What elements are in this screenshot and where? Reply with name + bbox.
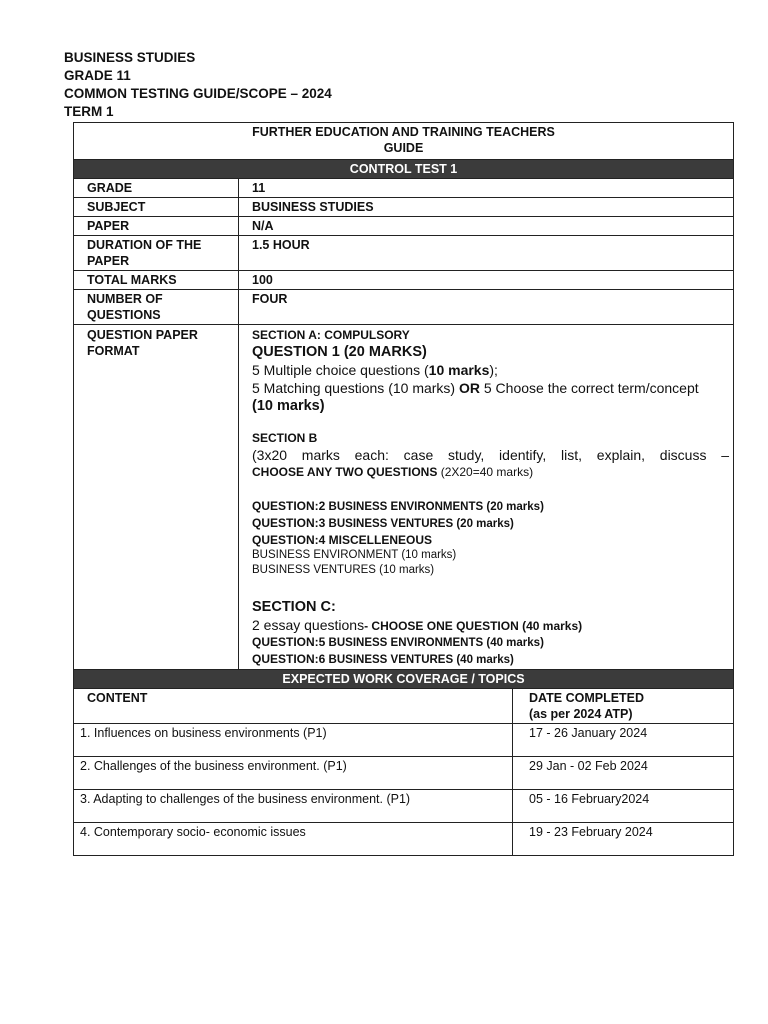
format-details	[239, 325, 734, 670]
table-row	[74, 790, 734, 823]
date-header-line2: (as per 2024 ATP)	[529, 707, 633, 721]
info-value: 1.5 HOUR	[239, 236, 734, 271]
date-cell: 19 - 23 February 2024	[513, 823, 734, 856]
info-row-paper	[74, 217, 734, 236]
content-header: CONTENT	[74, 689, 513, 724]
topic-cell: 2. Challenges of the business environment. (P1)	[74, 757, 513, 790]
control-test-bar: CONTROL TEST 1	[74, 160, 734, 179]
teachers-guide-table	[73, 122, 734, 856]
section-b-description: (3x20 marks each: case study, identify, list, explain, discuss –	[252, 447, 730, 463]
mcq-line: 5 Multiple choice questions (10 marks);	[252, 362, 498, 378]
heading-guide-title: COMMON TESTING GUIDE/SCOPE – 2024	[64, 86, 332, 101]
topic-cell: 3. Adapting to challenges of the business environment. (P1)	[74, 790, 513, 823]
info-value: 100	[239, 271, 734, 290]
info-value: FOUR	[239, 290, 734, 325]
question-3-line: QUESTION:3 BUSINESS VENTURES (20 marks)	[252, 516, 514, 530]
info-row-number-of-questions	[74, 290, 734, 325]
topic-cell: 4. Contemporary socio- economic issues	[74, 823, 513, 856]
info-row-grade	[74, 179, 734, 198]
table-row	[74, 757, 734, 790]
date-cell: 17 - 26 January 2024	[513, 724, 734, 757]
question-4-sub-ventures: BUSINESS VENTURES (10 marks)	[252, 564, 435, 576]
question-paper-format-row	[74, 325, 734, 670]
control-test-row	[74, 160, 734, 179]
question-2-line: QUESTION:2 BUSINESS ENVIRONMENTS (20 marks)	[252, 499, 544, 513]
table-title-line2: GUIDE	[383, 141, 424, 155]
info-label: SUBJECT	[74, 198, 239, 217]
date-header-line1: DATE COMPLETED	[529, 691, 645, 705]
info-row-subject	[74, 198, 734, 217]
date-cell: 05 - 16 February2024	[513, 790, 734, 823]
question-1-title: QUESTION 1 (20 MARKS)	[252, 344, 427, 360]
section-a-title: SECTION A: COMPULSORY	[252, 328, 410, 342]
coverage-header-row	[74, 689, 734, 724]
heading-grade: GRADE 11	[64, 68, 131, 83]
matching-marks: (10 marks)	[252, 398, 325, 414]
info-value: N/A	[239, 217, 734, 236]
question-4-sub-environment: BUSINESS ENVIRONMENT (10 marks)	[252, 549, 457, 561]
info-row-total-marks	[74, 271, 734, 290]
topic-cell: 1. Influences on business environments (P1)	[74, 724, 513, 757]
info-value: BUSINESS STUDIES	[239, 198, 734, 217]
heading-subject: BUSINESS STUDIES	[64, 50, 196, 65]
info-label: NUMBER OF QUESTIONS	[74, 290, 239, 325]
format-label-line1: QUESTION PAPER	[87, 328, 198, 342]
question-6-line: QUESTION:6 BUSINESS VENTURES (40 marks)	[252, 652, 514, 666]
section-b-title: SECTION B	[252, 431, 318, 445]
format-label-line2: FORMAT	[87, 344, 140, 358]
section-c-title: SECTION C:	[252, 599, 336, 615]
question-5-line: QUESTION:5 BUSINESS ENVIRONMENTS (40 marks)	[252, 635, 544, 649]
table-title-line1: FURTHER EDUCATION AND TRAINING TEACHERS	[252, 125, 555, 139]
table-row	[74, 724, 734, 757]
question-4-line: QUESTION:4 MISCELLENEOUS	[252, 533, 433, 547]
choose-two-line: CHOOSE ANY TWO QUESTIONS (2X20=40 marks)	[252, 465, 534, 479]
info-row-duration	[74, 236, 734, 271]
info-label: GRADE	[74, 179, 239, 198]
coverage-title-bar: EXPECTED WORK COVERAGE / TOPICS	[74, 670, 734, 689]
table-title-row	[74, 123, 734, 160]
info-value: 11	[239, 179, 734, 198]
essay-line: 2 essay questions- CHOOSE ONE QUESTION (40 marks)	[252, 617, 583, 633]
heading-term: TERM 1	[64, 104, 114, 119]
matching-line: 5 Matching questions (10 marks) OR 5 Choose the correct term/concept	[252, 380, 699, 396]
table-row	[74, 823, 734, 856]
info-label: DURATION OF THE PAPER	[74, 236, 239, 271]
date-cell: 29 Jan - 02 Feb 2024	[513, 757, 734, 790]
coverage-title-row	[74, 670, 734, 689]
info-label: TOTAL MARKS	[74, 271, 239, 290]
document-heading	[64, 49, 332, 121]
info-label: PAPER	[74, 217, 239, 236]
